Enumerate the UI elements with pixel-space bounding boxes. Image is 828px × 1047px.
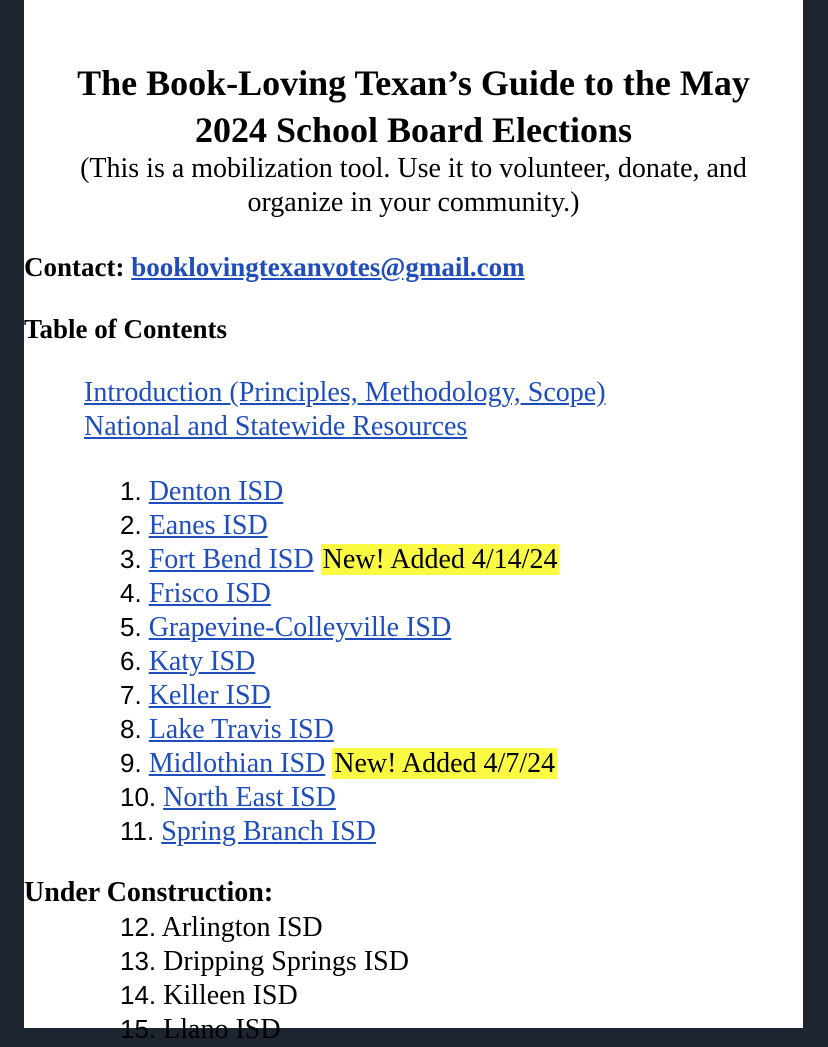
district-link[interactable]: Frisco ISD [148,578,271,609]
list-number: 6. [120,646,142,676]
district-link[interactable]: North East ISD [163,782,336,813]
under-construction-heading: Under Construction: [24,877,274,908]
district-name: Llano ISD [163,1014,281,1045]
district-link[interactable]: Midlothian ISD [148,748,326,779]
toc-intro-links [84,376,606,444]
toc-link-introduction[interactable]: Introduction (Principles, Methodology, Scope) [84,377,606,408]
district-link[interactable]: Lake Travis ISD [148,714,334,745]
list-item [120,910,409,944]
new-badge: New! Added 4/7/24 [334,748,556,779]
new-badge: New! Added 4/14/24 [322,544,558,575]
district-link[interactable]: Denton ISD [148,476,284,507]
list-number: 10. [120,782,157,812]
district-name: Dripping Springs ISD [163,946,409,977]
toc-heading: Table of Contents [24,314,228,344]
list-number: 13. [120,946,157,976]
page-subtitle [24,152,803,220]
list-item [120,814,559,848]
list-number: 2. [120,510,142,540]
subtitle-line-2: organize in your community.) [247,187,580,218]
toc-link-resources[interactable]: National and Statewide Resources [84,411,468,442]
district-link[interactable]: Fort Bend ISD [148,544,314,575]
list-item [120,508,559,542]
page-title [24,60,803,154]
list-item [120,978,409,1012]
list-item [120,712,559,746]
subtitle-line-1: (This is a mobilization tool. Use it to volunteer, donate, and [80,153,747,184]
list-number: 14. [120,980,157,1010]
list-number: 4. [120,578,142,608]
district-link[interactable]: Spring Branch ISD [161,816,376,847]
list-number: 8. [120,714,142,744]
list-item [120,944,409,978]
district-link[interactable]: Katy ISD [148,646,256,677]
list-number: 1. [120,476,142,506]
list-item [120,610,559,644]
title-line-2: 2024 School Board Elections [194,110,633,150]
list-item [120,678,559,712]
district-name: Killeen ISD [163,980,298,1011]
list-item [120,1012,409,1046]
contact-label: Contact: [24,252,125,282]
list-item [120,474,559,508]
list-number: 15. [120,1014,157,1044]
list-number: 11. [120,816,155,846]
title-line-1: The Book-Loving Texan’s Guide to the May [77,63,750,103]
list-number: 9. [120,748,142,778]
district-name: Arlington ISD [161,912,323,943]
list-item [120,644,559,678]
list-item [120,576,559,610]
district-link[interactable]: Keller ISD [148,680,271,711]
list-number: 3. [120,544,142,574]
contact-line [24,251,525,283]
district-link[interactable]: Eanes ISD [148,510,268,541]
list-item [120,542,559,576]
district-list [120,474,559,848]
list-number: 5. [120,612,142,642]
list-item [120,746,559,780]
list-item [120,780,559,814]
district-link[interactable]: Grapevine-Colleyville ISD [148,612,452,643]
list-number: 7. [120,680,142,710]
under-construction-list [120,910,409,1046]
document-page [24,0,803,1045]
list-number: 12. [120,912,157,942]
contact-email-link[interactable]: booklovingtexanvotes@gmail.com [131,252,525,282]
